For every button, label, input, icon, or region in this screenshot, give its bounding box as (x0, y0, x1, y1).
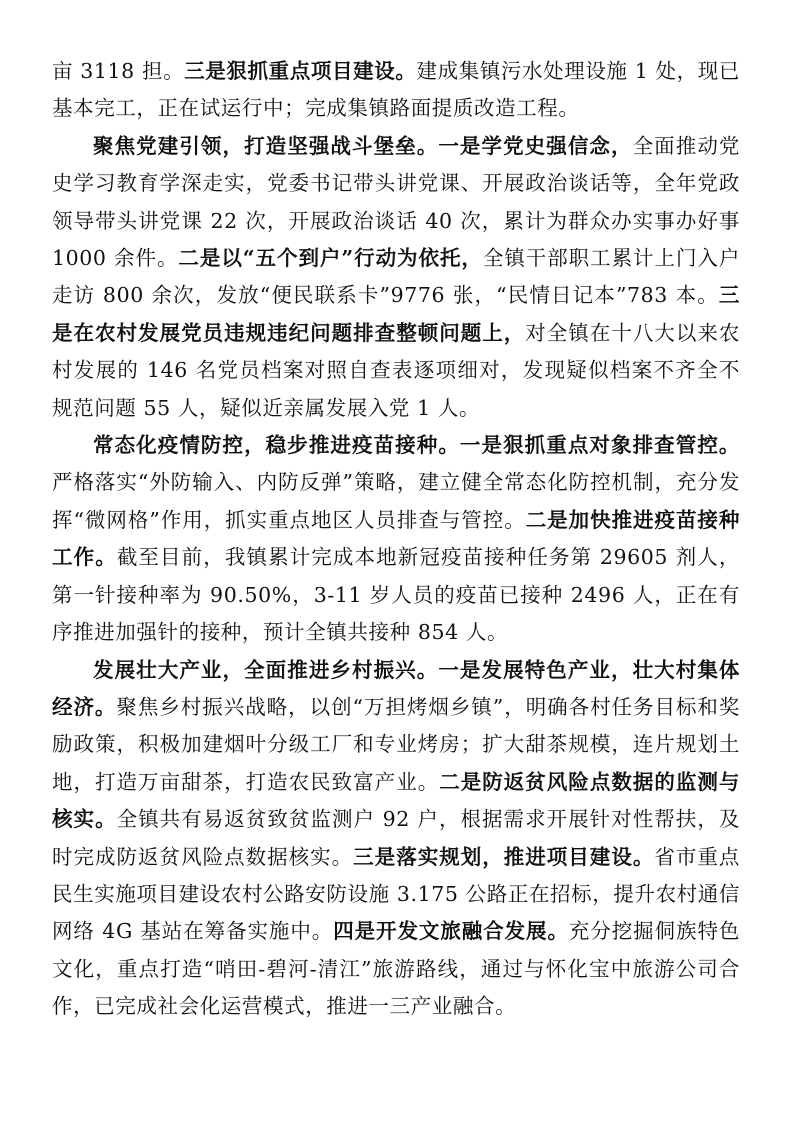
text-run: 截至目前，我镇累计完成本地新冠疫苗接种任务第 29605 剂人，第一针接种率为 90.50%，3-11 岁人员的疫苗已接种 2496 人，正在有序推进加强针的接种，预计全镇共接种 854 人。 (52, 545, 740, 645)
text-run: 聚焦乡村振兴战略，以创“万担烤烟乡镇”，明确各村任务目标和奖励政策，积极加建烟叶分级工厂和专业烤房；扩大甜茶规模，连片规划土地，打造万亩甜茶，打造农民致富产业。 (52, 694, 740, 794)
bold-run: 二是以“五个到户”行动为依托， (178, 246, 483, 271)
paragraph-project-construction (52, 53, 740, 128)
bold-run: 常态化疫情防控，稳步推进疫苗接种。一是狠抓重点对象排查管控。 (93, 433, 740, 458)
document-body (52, 53, 740, 1026)
paragraph-party-building (52, 128, 740, 427)
bold-run: 二是防返贫风险点数据的监测与核实。 (52, 769, 740, 832)
bold-run: 三是狠抓重点项目建设。 (184, 59, 417, 83)
text-run: 严格落实“外防输入、内防反弹”策略，建立健全常态化防控机制，充分发挥“微网格”作用，抓实重点地区人员排查与管控。 (52, 470, 740, 532)
bold-run: 二是加快推进疫苗接种工作。 (52, 507, 741, 570)
bold-run: 发展壮大产业，全面推进乡村振兴。一是发展特色产业，壮大村集体经济。 (52, 657, 740, 719)
text-run: 亩 3118 担。 (52, 59, 185, 83)
text-run: 省市重点民生实施项目建设农村公路安防设施 3.175 公路正在招标，提升农村通信网络 4G 基站在筹备实施中。 (52, 844, 740, 944)
bold-run: 三是在农村发展党员违规违纪问题排查整顿问题上， (52, 283, 740, 345)
bold-run: 四是开发文旅融合发展。 (333, 919, 569, 944)
paragraph-epidemic-control (52, 427, 740, 651)
bold-run: 聚焦党建引领，打造坚强战斗堡垒。一是学党史强信念， (93, 133, 633, 158)
bold-run: 三是落实规划，推进项目建设。 (353, 844, 655, 869)
text-run: 建成集镇污水处理设施 1 处，现已基本完工，正在试运行中；完成集镇路面提质改造工程。 (52, 59, 740, 121)
text-run: 全面推动党史学习教育学深走实，党委书记带头讲党课、开展政治谈话等，全年党政领导带头讲党课 22 次，开展政治谈话 40 次，累计为群众办实事办好事 1000 余件。 (52, 133, 741, 271)
text-run: 充分挖掘侗族特色文化，重点打造“哨田-碧河-清江”旅游路线，通过与怀化宝中旅游公司合作，已完成社会化运营模式，推进一三产业融合。 (52, 919, 740, 1019)
text-run: 全镇干部职工累计上门入户走访 800 余次，发放“便民联系卡”9776 张，“民情日记本”783 本。 (52, 246, 740, 308)
text-run: 全镇共有易返贫致贫监测户 92 户，根据需求开展针对性帮扶，及时完成防返贫风险点数据核实。 (52, 807, 740, 869)
text-run: 对全镇在十八大以来农村发展的 146 名党员档案对照自查表逐项细对，发现疑似档案不齐全不规范问题 55 人，疑似近亲属发展入党 1 人。 (52, 320, 740, 420)
paragraph-rural-revitalization (52, 652, 740, 1026)
